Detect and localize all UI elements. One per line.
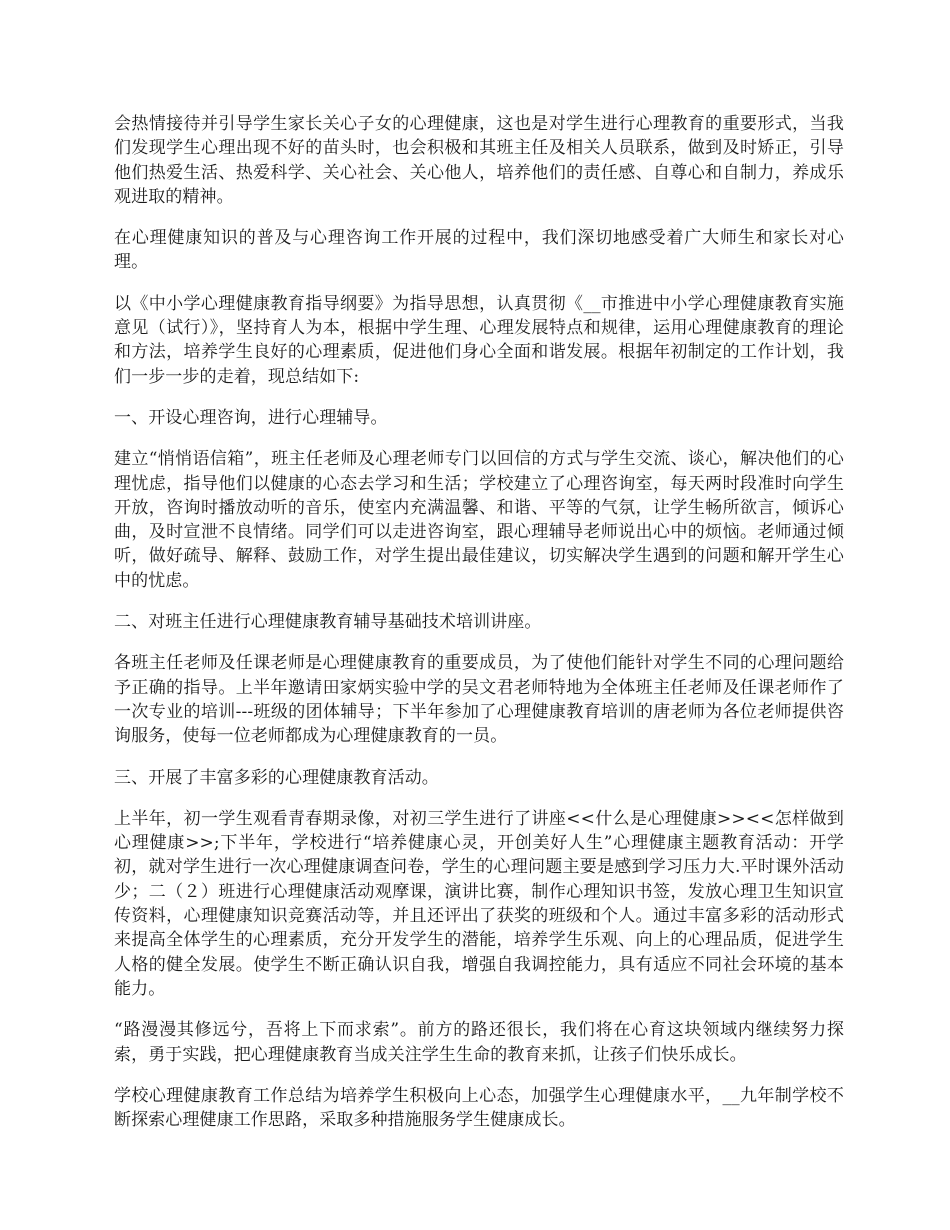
paragraph-summary: 学校心理健康教育工作总结为培养学生积极向上心态，加强学生心理健康水平，__九年制学校不断探索心理健康工作思路，采取多种措施服务学生健康成长。 — [114, 1085, 844, 1131]
section-heading-1: 一、开设心理咨询，进行心理辅导。 — [114, 407, 388, 428]
paragraph-teacher-training: 各班主任老师及任课老师是心理健康教育的重要成员，为了使他们能针对学生不同的心理问题给予正确的指导。上半年邀请田家炳实验中学的吴文君老师特地为全体班主任老师及任课老师作了一次专业的培训---班级的团体辅导；下半年参加了心理健康教育培训的唐老师为各位老师提供咨询服务，使每一位老师都成为心理健康教育的一员。 — [114, 653, 844, 747]
paragraph-mailbox: 建立“悄悄语信箱”，班主任老师及心理老师专门以回信的方式与学生交流、谈心，解决他们的心理忧虑，指导他们以健康的心态去学习和生活；学校建立了心理咨询室，每天两时段准时向学生开放，咨询时播放动听的音乐，使室内充满温馨、和谐、平等的气氛，让学生畅所欲言，倾诉心曲，及时宣泄不良情绪。同学们可以走进咨询室，跟心理辅导老师说出心中的烦恼。老师通过倾听，做好疏导、解释、鼓励工作，对学生提出最佳建议，切实解决学生遇到的问题和解开学生心中的忧虑。 — [114, 449, 844, 591]
paragraph-guiding-thought: 以《中小学心理健康教育指导纲要》为指导思想，认真贯彻《__市推进中小学心理健康教育实施意见（试行）》，坚持育人为本，根据中学生理、心理发展特点和规律，运用心理健康教育的理论和方法，培养学生良好的心理素质，促进他们身心全面和谐发展。根据年初制定的工作计划，我们一步一步的走着，现总结如下: — [114, 293, 844, 387]
paragraph-activities: 上半年，初一学生观看青春期录像，对初三学生进行了讲座<<什么是心理健康>><<怎样做到心理健康>>;下半年，学校进行“培养健康心灵，开创美好人生”心理健康主题教育活动：开学初，就对学生进行一次心理健康调查问卷，学生的心理问题主要是感到学习压力大.平时课外活动少；二（２）班进行心理健康活动观摩课，演讲比赛，制作心理知识书签，发放心理卫生知识宣传资料，心理健康知识竞赛活动等，并且还评出了获奖的班级和个人。通过丰富多彩的活动形式来提高全体学生的心理素质，充分开发学生的潜能，培养学生乐观、向上的心理品质，促进学生人格的健全发展。使学生不断正确认识自我，增强自我调控能力，具有适应不同社会环境的基本能力。 — [114, 808, 844, 999]
paragraph-quote: “路漫漫其修远兮，吾将上下而求索”。前方的路还很长，我们将在心育这块领域内继续努力探索，勇于实践，把心理健康教育当成关注学生生命的教育来抓，让孩子们快乐成长。 — [114, 1020, 844, 1065]
document-body — [114, 112, 844, 1149]
section-heading-3: 三、开展了丰富多彩的心理健康教育活动。 — [114, 767, 439, 788]
paragraph-parent-care: 会热情接待并引导学生家长关心子女的心理健康，这也是对学生进行心理教育的重要形式，当我们发现学生心理出现不好的苗头时，也会积极和其班主任及相关人员联系，做到及时矫正，引导他们热爱生活、热爱科学、关心社会、关心他人，培养他们的责任感、自尊心和自制力，养成乐观进取的精神。 — [114, 114, 844, 207]
paragraph-knowledge-spread: 在心理健康知识的普及与心理咨询工作开展的过程中，我们深切地感受着广大师生和家长对心理。 — [114, 228, 844, 273]
section-heading-2: 二、对班主任进行心理健康教育辅导基础技术培训讲座。 — [114, 612, 542, 633]
